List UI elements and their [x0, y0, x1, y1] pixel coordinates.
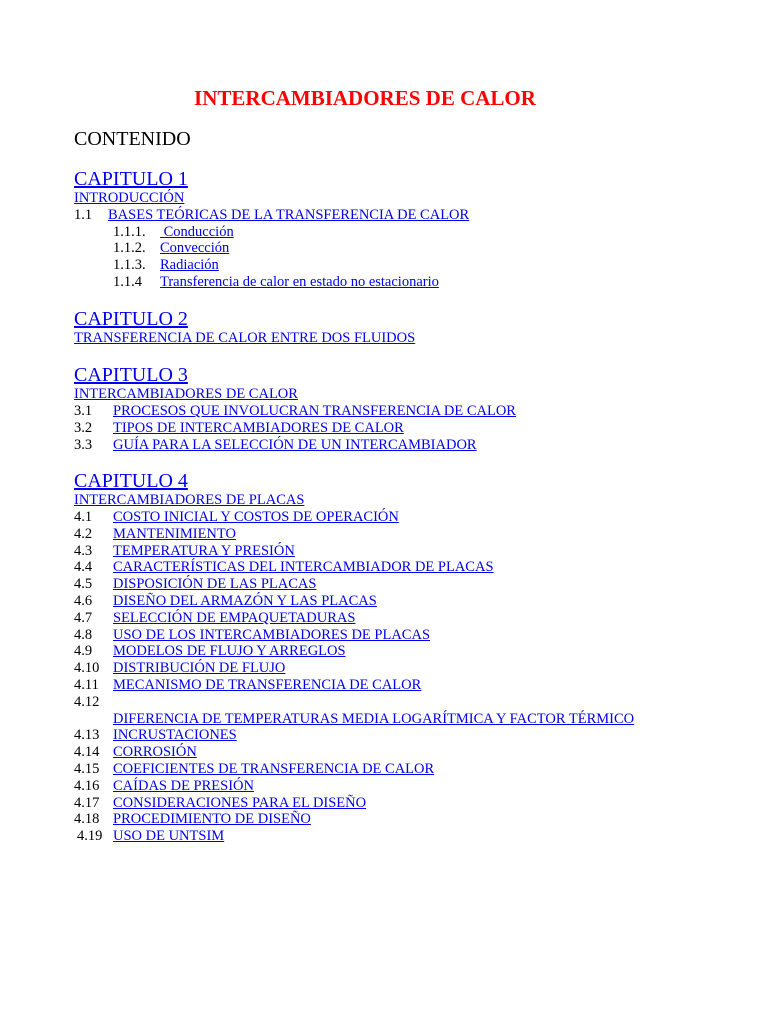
- toc-row[interactable]: [74, 795, 366, 812]
- toc-link[interactable]: SELECCIÓN DE EMPAQUETADURAS: [113, 609, 356, 626]
- toc-row[interactable]: [74, 677, 421, 694]
- toc-number: 4.15: [74, 761, 100, 777]
- chapter-2-heading[interactable]: CAPITULO 2: [74, 308, 188, 330]
- toc-row[interactable]: [74, 526, 236, 543]
- toc-link[interactable]: USO DE UNTSIM: [113, 828, 225, 845]
- toc-row[interactable]: [74, 761, 434, 778]
- toc-number: 4.1: [74, 509, 93, 525]
- toc-link[interactable]: CORROSIÓN: [113, 744, 197, 761]
- toc-row[interactable]: [74, 694, 113, 711]
- toc-row[interactable]: [74, 437, 477, 454]
- toc-link[interactable]: DISPOSICIÓN DE LAS PLACAS: [113, 576, 317, 593]
- toc-number: 4.7: [74, 609, 93, 626]
- toc-number: 4.3: [74, 542, 93, 559]
- toc-link[interactable]: CAÍDAS DE PRESIÓN: [113, 777, 254, 794]
- toc-row-1-1[interactable]: 1.1 BASES TEÓRICAS DE LA TRANSFERENCIA DE CALOR: [74, 207, 470, 223]
- chapter-3-heading[interactable]: CAPITULO 3: [74, 364, 188, 386]
- chapter-3-subtitle[interactable]: INTERCAMBIADORES DE CALOR: [74, 386, 298, 402]
- toc-link[interactable]: USO DE LOS INTERCAMBIADORES DE PLACAS: [113, 626, 431, 643]
- toc-number: 4.9: [74, 643, 93, 660]
- toc-row[interactable]: [74, 420, 404, 437]
- toc-row-1-1-3[interactable]: 1.1.3. Radiación: [113, 257, 219, 273]
- toc-link[interactable]: CONSIDERACIONES PARA EL DISEÑO: [113, 794, 367, 811]
- toc-link[interactable]: PROCESOS QUE INVOLUCRAN TRANSFERENCIA DE CALOR: [113, 403, 516, 419]
- toc-row[interactable]: [74, 559, 494, 576]
- contents-heading: CONTENIDO: [74, 128, 191, 150]
- toc-number: 4.10: [74, 660, 100, 677]
- toc-number: 4.17: [74, 794, 100, 811]
- toc-row-1-1-4[interactable]: 1.1.4 Transferencia de calor en estado no estacionario: [113, 274, 439, 290]
- toc-link[interactable]: COSTO INICIAL Y COSTOS DE OPERACIÓN: [113, 509, 399, 525]
- toc-link[interactable]: DISTRIBUCIÓN DE FLUJO: [113, 660, 286, 677]
- toc-link[interactable]: MANTENIMIENTO: [113, 525, 236, 542]
- toc-link[interactable]: DISEÑO DEL ARMAZÓN Y LAS PLACAS: [113, 593, 377, 609]
- toc-row[interactable]: [74, 627, 430, 644]
- chapter-4-subtitle[interactable]: INTERCAMBIADORES DE PLACAS: [74, 492, 305, 508]
- toc-link[interactable]: TIPOS DE INTERCAMBIADORES DE CALOR: [113, 420, 404, 436]
- toc-number: 4.8: [74, 626, 93, 643]
- toc-number: 4.5: [74, 576, 93, 593]
- chapter-1-heading[interactable]: CAPITULO 1: [74, 168, 188, 190]
- toc-link[interactable]: MECANISMO DE TRANSFERENCIA DE CALOR: [113, 677, 422, 693]
- toc-link[interactable]: DIFERENCIA DE TEMPERATURAS MEDIA LOGARÍTMICA Y FACTOR TÉRMICO: [113, 710, 635, 727]
- toc-number: 3.3: [74, 437, 93, 453]
- chapter-4-heading[interactable]: CAPITULO 4: [74, 470, 188, 492]
- toc-number: 4.19: [77, 828, 103, 845]
- toc-row[interactable]: [74, 660, 285, 677]
- chapter-2-subtitle[interactable]: TRANSFERENCIA DE CALOR ENTRE DOS FLUIDOS: [74, 330, 416, 346]
- toc-row-1-1-2[interactable]: 1.1.2. Convección: [113, 240, 230, 256]
- toc-row[interactable]: [74, 778, 254, 795]
- toc-number: 4.12: [74, 693, 100, 710]
- toc-link[interactable]: COEFICIENTES DE TRANSFERENCIA DE CALOR: [113, 761, 435, 777]
- toc-row[interactable]: [74, 509, 399, 526]
- toc-number: 4.13: [74, 727, 100, 744]
- toc-row-continued[interactable]: [113, 711, 634, 728]
- toc-number: 3.2: [74, 420, 93, 436]
- toc-number: 4.2: [74, 525, 93, 542]
- toc-row[interactable]: [74, 643, 346, 660]
- toc-number: 4.4: [74, 559, 93, 576]
- toc-link[interactable]: TEMPERATURA Y PRESIÓN: [113, 542, 295, 559]
- toc-number: 3.1: [74, 403, 93, 419]
- toc-row[interactable]: [74, 610, 355, 627]
- toc-row[interactable]: [77, 828, 224, 845]
- document-title: INTERCAMBIADORES DE CALOR: [194, 86, 536, 110]
- toc-number: 4.18: [74, 811, 100, 828]
- toc-row[interactable]: [74, 576, 316, 593]
- toc-row-1-1-1[interactable]: 1.1.1. Conducción: [113, 224, 234, 240]
- toc-link[interactable]: INCRUSTACIONES: [113, 727, 237, 744]
- toc-number: 4.6: [74, 593, 93, 609]
- toc-row[interactable]: [74, 593, 377, 610]
- toc-row[interactable]: [74, 403, 516, 420]
- toc-link[interactable]: MODELOS DE FLUJO Y ARREGLOS: [113, 643, 346, 660]
- toc-number: 4.14: [74, 744, 100, 761]
- toc-number: 4.16: [74, 777, 100, 794]
- toc-link[interactable]: GUÍA PARA LA SELECCIÓN DE UN INTERCAMBIADOR: [113, 437, 477, 453]
- toc-row[interactable]: [74, 727, 237, 744]
- toc-row[interactable]: [74, 543, 295, 560]
- toc-row[interactable]: [74, 811, 311, 828]
- toc-link[interactable]: CARACTERÍSTICAS DEL INTERCAMBIADOR DE PLACAS: [113, 559, 494, 576]
- toc-row[interactable]: [74, 744, 197, 761]
- toc-number: 4.11: [74, 677, 99, 693]
- chapter-1-subtitle[interactable]: INTRODUCCIÓN: [74, 190, 185, 206]
- toc-link[interactable]: PROCEDIMIENTO DE DISEÑO: [113, 811, 311, 828]
